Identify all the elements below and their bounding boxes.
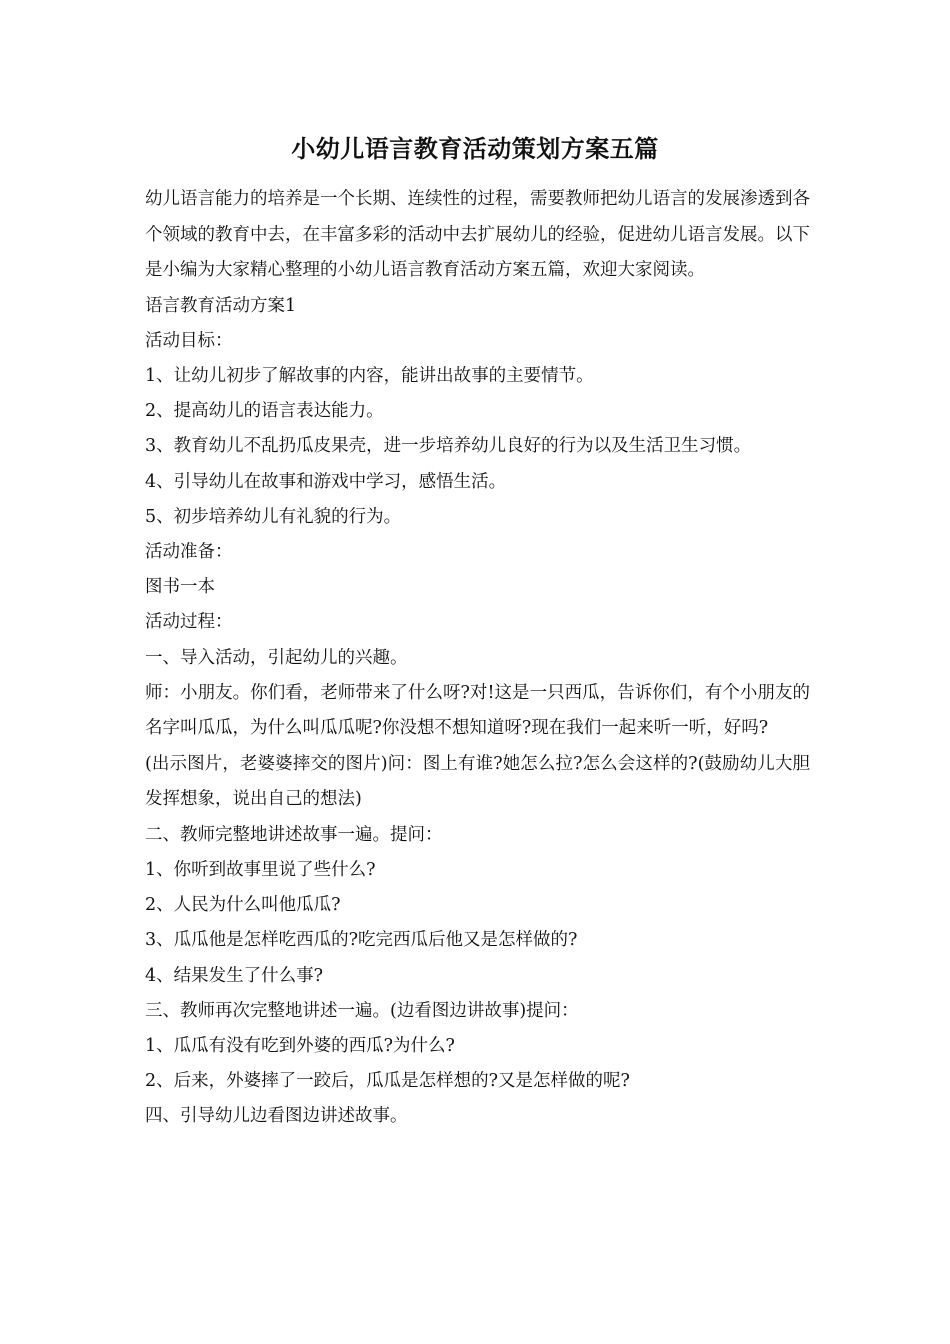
question-item: 4、结果发生了什么事? <box>145 965 324 986</box>
goal-item: 5、初步培养幼儿有礼貌的行为。 <box>145 506 402 527</box>
question-item: 1、你听到故事里说了些什么? <box>145 859 376 880</box>
document-body <box>145 182 810 1135</box>
document-title: 小幼儿语言教育活动策划方案五篇 <box>291 134 659 163</box>
goal-item: 1、让幼儿初步了解故事的内容，能讲出故事的主要情节。 <box>145 365 594 386</box>
process-step: 四、引导幼儿边看图边讲述故事。 <box>145 1106 408 1127</box>
goals-heading: 活动目标： <box>145 330 233 351</box>
process-heading: 活动过程： <box>145 612 233 633</box>
question-item: 3、瓜瓜他是怎样吃西瓜的?吃完西瓜后他又是怎样做的? <box>145 930 578 951</box>
teacher-dialogue: 师：小朋友。你们看，老师带来了什么呀?对!这是一只西瓜，告诉你们，有个小朋友的名字叫瓜瓜，为什么叫瓜瓜呢?你没想不想知道呀?现在我们一起来听一听，好吗? <box>145 682 810 739</box>
question-item: 1、瓜瓜有没有吃到外婆的西瓜?为什么? <box>145 1035 455 1056</box>
prep-heading: 活动准备： <box>145 541 233 562</box>
plan-heading: 语言教育活动方案1 <box>145 295 297 316</box>
process-step: 二、教师完整地讲述故事一遍。提问： <box>145 824 443 845</box>
goal-item: 3、教育幼儿不乱扔瓜皮果壳，进一步培养幼儿良好的行为以及生活卫生习惯。 <box>145 436 752 457</box>
picture-question: (出示图片，老婆婆摔交的图片)问：图上有谁?她怎么拉?怎么会这样的?(鼓励幼儿大胆发挥想象，说出自己的想法) <box>145 753 810 810</box>
question-item: 2、后来，外婆摔了一跤后，瓜瓜是怎样想的?又是怎样做的呢? <box>145 1071 630 1092</box>
prep-item: 图书一本 <box>145 577 215 598</box>
process-step: 三、教师再次完整地讲述一遍。(边看图边讲故事)提问： <box>145 1000 579 1021</box>
process-step: 一、导入活动，引起幼儿的兴趣。 <box>145 647 408 668</box>
intro-paragraph: 幼儿语言能力的培养是一个长期、连续性的过程，需要教师把幼儿语言的发展渗透到各个领域的教育中去，在丰富多彩的活动中去扩展幼儿的经验，促进幼儿语言发展。以下是小编为大家精心整理的小幼儿语言教育活动方案五篇，欢迎大家阅读。 <box>145 189 810 280</box>
goal-item: 4、引导幼儿在故事和游戏中学习，感悟生活。 <box>145 471 507 492</box>
question-item: 2、人民为什么叫他瓜瓜? <box>145 895 341 916</box>
goal-item: 2、提高幼儿的语言表达能力。 <box>145 401 384 422</box>
